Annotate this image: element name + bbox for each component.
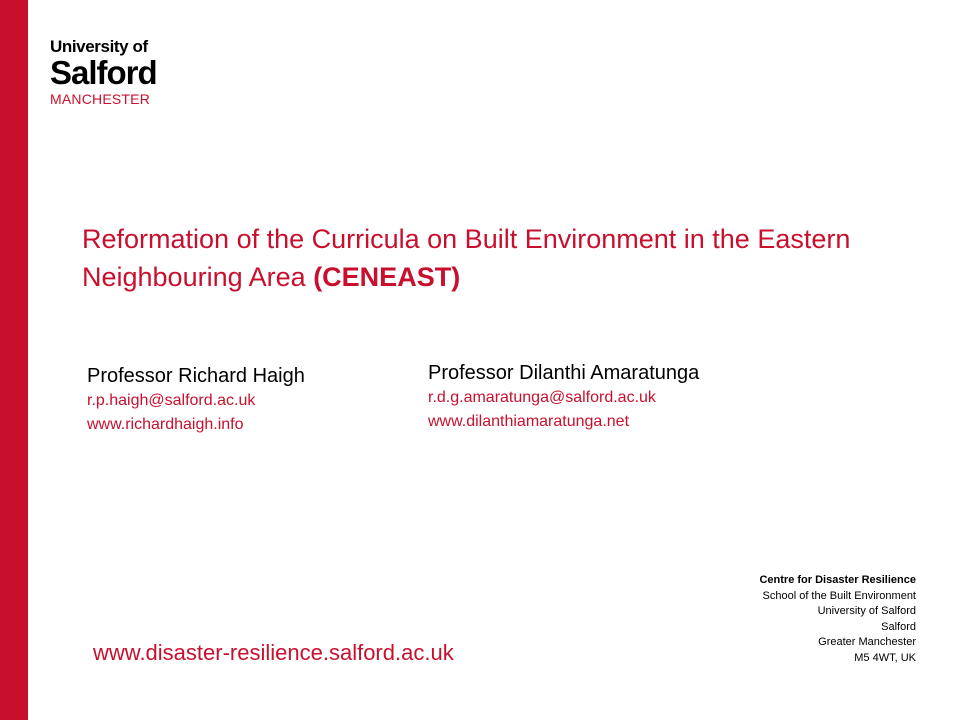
presenter-name: Professor Dilanthi Amaratunga <box>428 362 700 384</box>
presenter-name: Professor Richard Haigh <box>87 365 305 387</box>
address-line: M5 4WT, UK <box>854 651 916 664</box>
presenter-website-link[interactable]: www.richardhaigh.info <box>87 416 244 433</box>
address-line: University of Salford <box>817 605 916 617</box>
title-main: Reformation of the Curricula on Built Environment in the Eastern Neighbouring Area <box>82 224 851 292</box>
footer-website-link[interactable]: www.disaster-resilience.salford.ac.uk <box>93 640 454 665</box>
title-acronym: (CENEAST) <box>313 262 461 292</box>
centre-address-block <box>759 573 916 666</box>
logo-manchester: MANCHESTER <box>50 91 151 107</box>
address-line: Salford <box>881 620 916 633</box>
presenter-website-link[interactable]: www.dilanthiamaratunga.net <box>428 413 630 430</box>
presenter-dilanthi-amaratunga <box>428 360 699 434</box>
red-sidebar-bar <box>0 0 28 720</box>
logo-university-of: University of <box>50 37 148 56</box>
presenter-email-link[interactable]: r.p.haigh@salford.ac.uk <box>87 392 256 409</box>
address-line: School of the Built Environment <box>762 589 916 602</box>
address-line: Greater Manchester <box>818 636 916 648</box>
presenter-email-link[interactable]: r.d.g.amaratunga@salford.ac.uk <box>428 389 656 406</box>
presenter-richard-haigh <box>87 363 305 437</box>
university-logo <box>50 38 160 107</box>
logo-salford: Salford <box>50 54 157 91</box>
presentation-title <box>82 220 882 296</box>
address-line: Centre for Disaster Resilience <box>759 574 916 586</box>
